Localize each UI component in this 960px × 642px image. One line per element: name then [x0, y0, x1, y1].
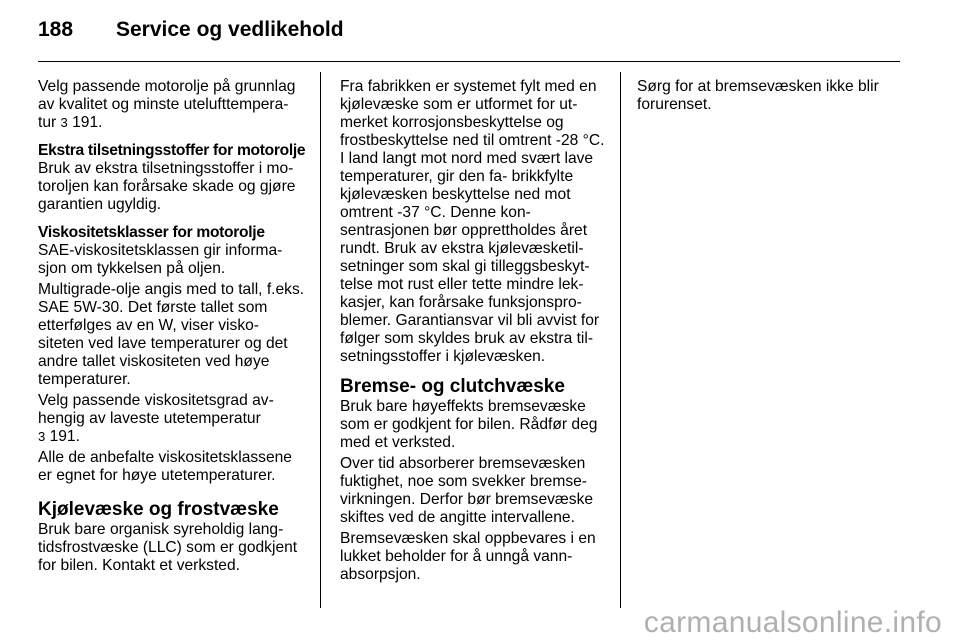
- page-number: 188: [38, 18, 74, 41]
- column-divider-2: [620, 72, 621, 608]
- subheading-additives: Ekstra tilsetningsstoffer for motorolje: [38, 142, 306, 159]
- column-divider-1: [320, 72, 321, 608]
- paragraph-contamination: Sørg for at bremsevæsken ikke blir forurenset.: [637, 78, 879, 113]
- page-reference-link[interactable]: 191.: [72, 114, 103, 131]
- section-heading-coolant: Kjølevæske og frostvæske: [38, 499, 279, 520]
- cross-reference-arrow-icon: 3: [60, 115, 68, 130]
- header-rule: [38, 61, 900, 62]
- page-header: [38, 18, 344, 42]
- paragraph-oil-choice: [38, 78, 306, 132]
- cross-reference-arrow-icon: 3: [38, 429, 46, 444]
- section-heading-brake: Bremse- og clutchvæske: [340, 376, 565, 397]
- paragraph-factory-fill: Fra fabrikken er systemet fylt med en kjølevæske som er utformet for ut- merket korrosjonsbeskyttelse og frostbeskyttelse ned til omtrent -28 °C. I land langt mot nord med svært lave temperaturer, gir den fa- brikkfylte kjølevæsken beskyttelse ned mot omtrent -37 °C. Denne kon- sentrasjonen bør opprettholdes året rundt. Bruk av ekstra kjølevæsketil- setninger som skal gi tilleggsbeskyt- telse mot rust eller tette mindre lek- kasjer, kan forårsake funksjonspro- blemer. Garantiansvar vil bli avvist for følger som skyldes bruk av ekstra til- setningsstoffer i kjølevæsken.: [340, 78, 605, 365]
- paragraph-moisture: Over tid absorberer bremsevæsken fuktighet, noe som svekker bremse- virkningen. Derfor bør bremsevæske skiftes ved de angitte intervallene.: [340, 455, 594, 526]
- subheading-viscosity: Viskositetsklasser for motorolje: [38, 224, 265, 241]
- column-2: [340, 78, 608, 594]
- paragraph-viscosity-grade: [38, 392, 306, 446]
- paragraph-all-classes: Alle de anbefalte viskositetsklassene er egnet for høye utetemperaturer.: [38, 449, 292, 484]
- page-reference-link[interactable]: 191.: [49, 428, 80, 445]
- paragraph-brake-fluid: Bruk bare høyeffekts bremsevæske som er godkjent for bilen. Rådfør deg med et verksted.: [340, 398, 598, 451]
- paragraph-coolant: Bruk bare organisk syreholdig lang- tidsfrostvæske (LLC) som er godkjent for bilen. Kontakt et verksted.: [38, 521, 298, 574]
- paragraph-sae: SAE-viskositetsklassen gir informa- sjon om tykkelsen på oljen.: [38, 242, 283, 277]
- paragraph-multigrade: Multigrade-olje angis med to tall, f.eks. SAE 5W-30. Det første tallet som etterfølges av en W, viser visko- siteten ved lave temperaturer og det andre tallet viskositeten ved høye temperaturer.: [38, 281, 305, 388]
- paragraph-additives: Bruk av ekstra tilsetningsstoffer i mo- toroljen kan forårsake skade og gjøre garantien ugyldig.: [38, 160, 296, 213]
- column-3: [637, 78, 905, 124]
- page-title: Service og vedlikehold: [116, 18, 344, 41]
- watermark: carmanualsonline.info: [643, 606, 942, 639]
- paragraph-storage: Bremsevæsken skal oppbevares i en lukket beholder for å unngå vann- absorpsjon.: [340, 530, 596, 583]
- column-1: [38, 78, 306, 585]
- paragraph-text: Velg passende motorolje på grunnlag av kvalitet og minste utelufttempera- tur: [38, 78, 296, 131]
- paragraph-text: Velg passende viskositetsgrad av- hengig av laveste utetemperatur: [38, 392, 274, 427]
